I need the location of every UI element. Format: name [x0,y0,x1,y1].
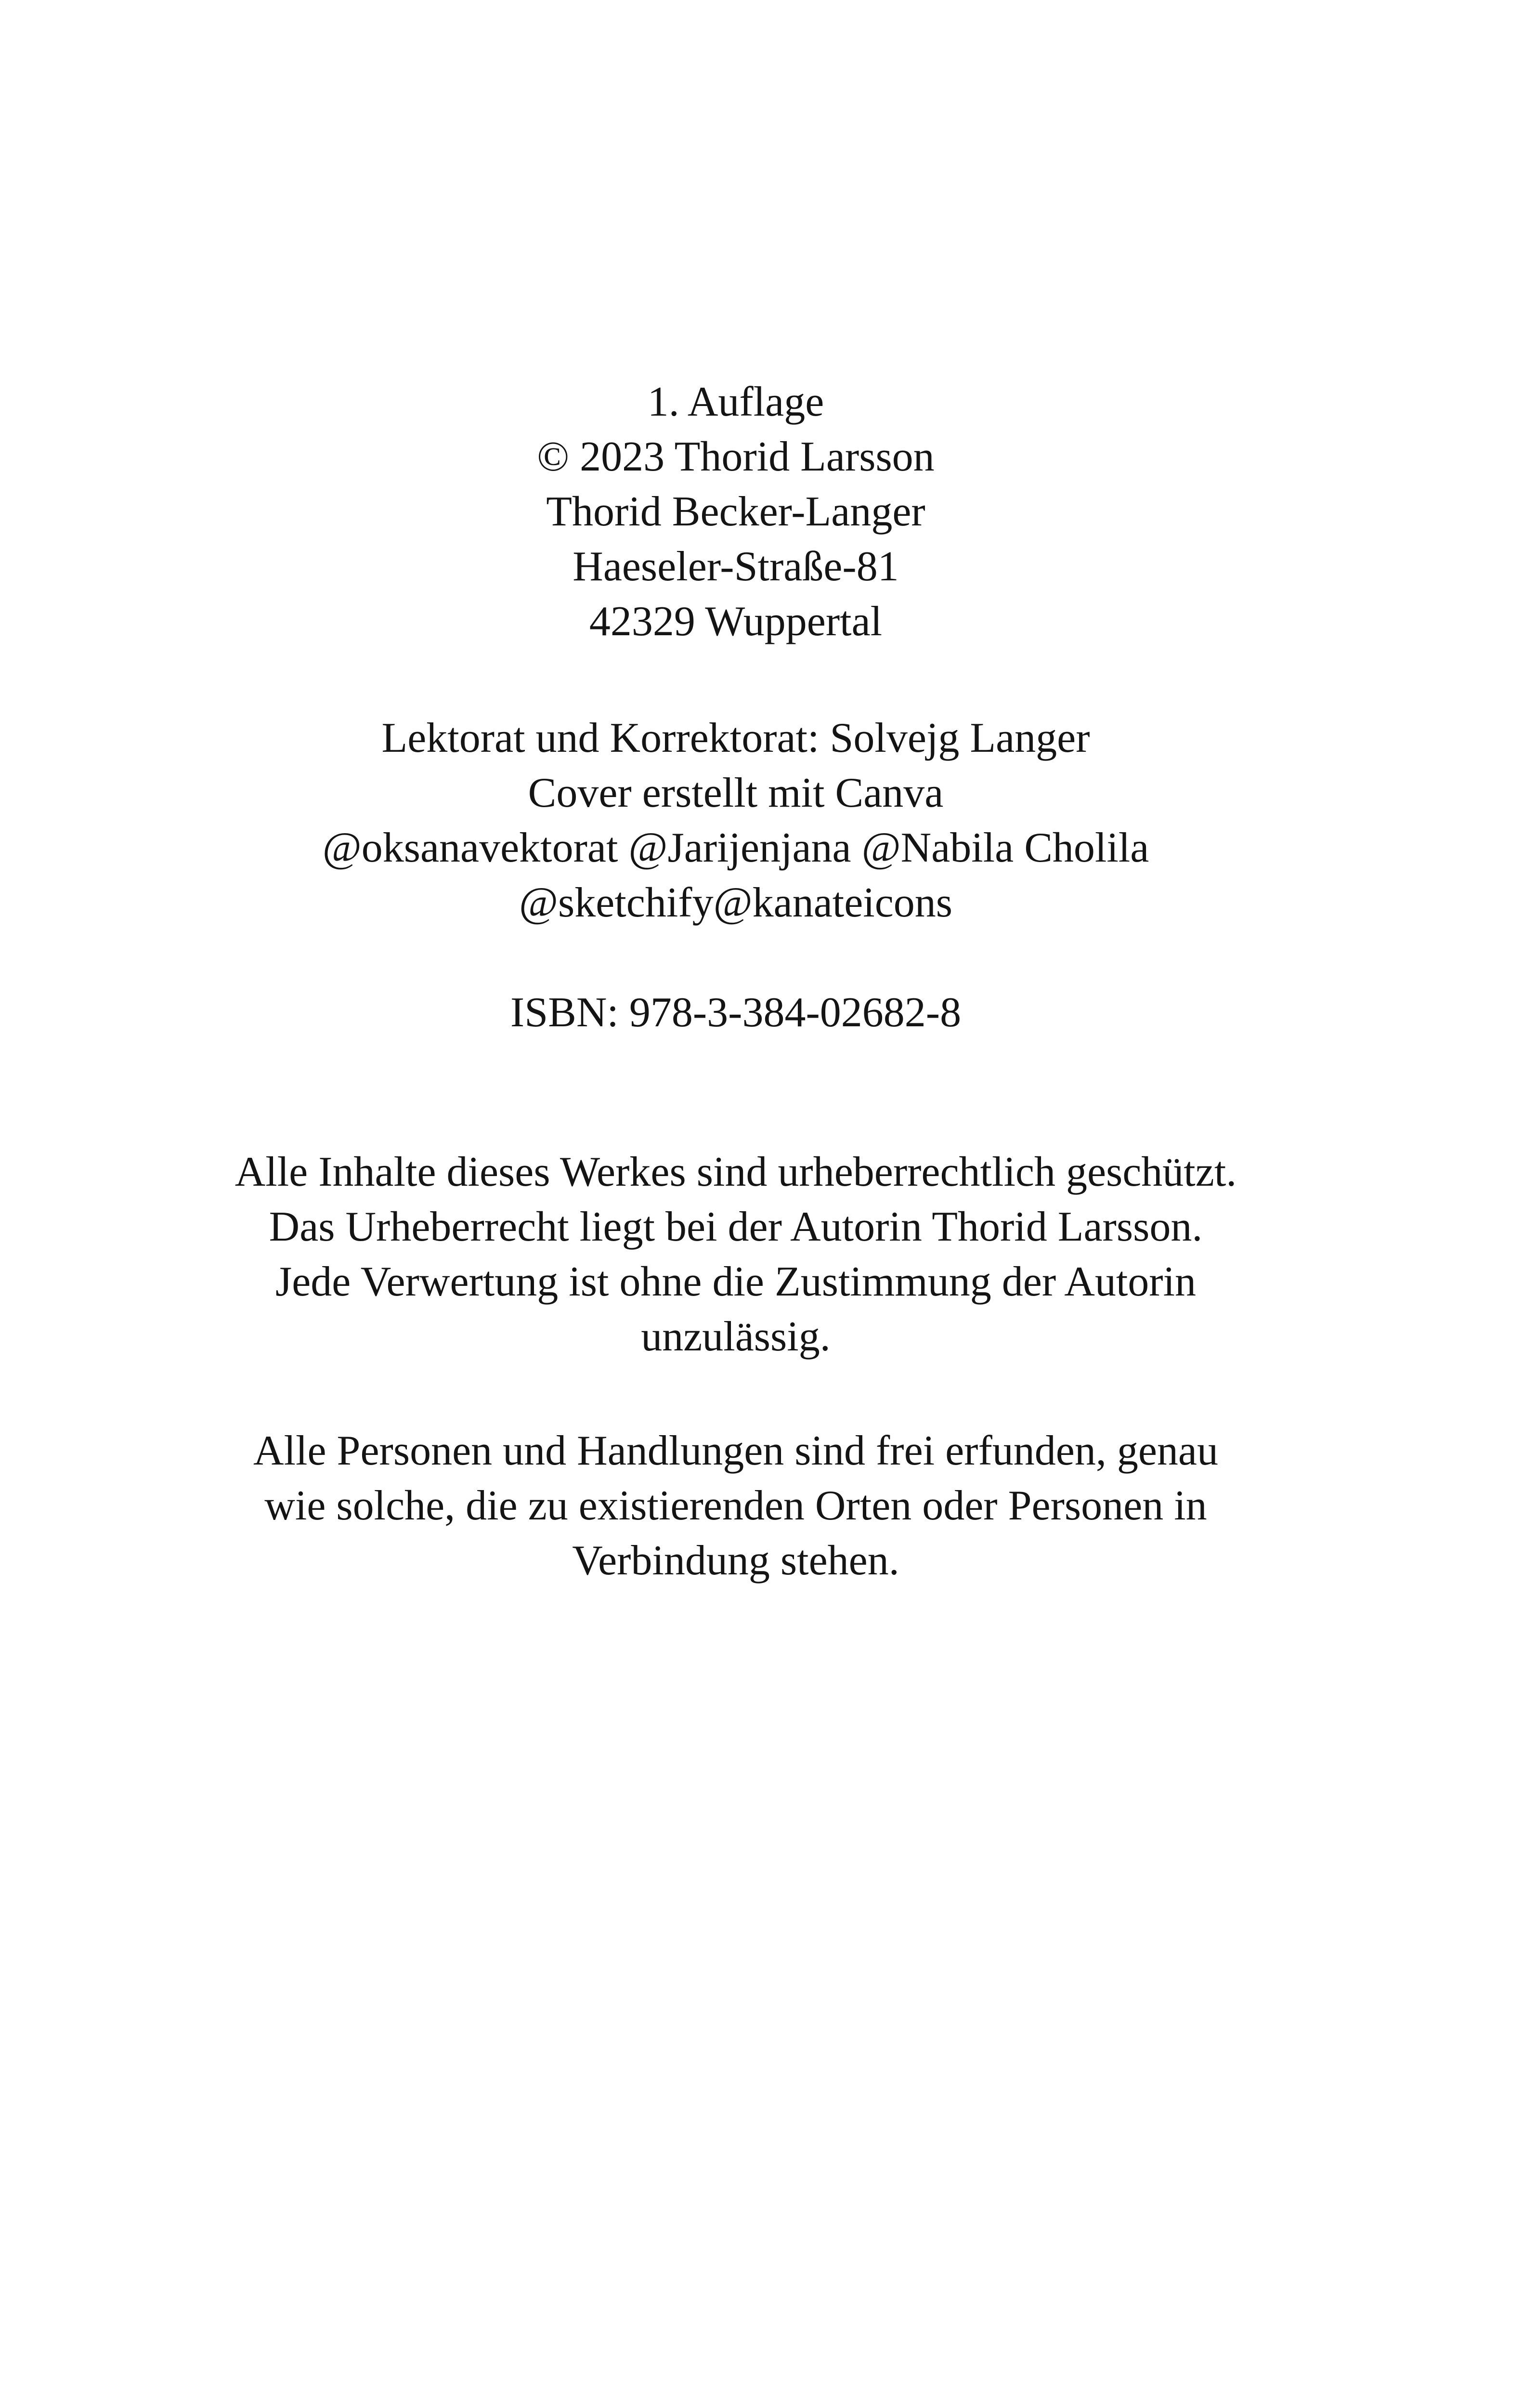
artists-credit-line-1: @oksanavektorat @Jarijenjana @Nabila Cholila [322,824,1149,871]
isbn-block [0,985,1471,1040]
editing-credit: Lektorat und Korrektorat: Solvejg Langer [381,715,1090,761]
credits-block [0,711,1471,930]
copyright-notice [0,1145,1471,1364]
copyright-notice-line: unzulässig. [641,1313,831,1360]
fiction-disclaimer-line: Verbindung stehen. [572,1537,899,1584]
isbn-line: ISBN: 978-3-384-02682-8 [510,989,962,1036]
copyright-notice-line: Jede Verwertung ist ohne die Zustimmung der Autorin [275,1258,1197,1305]
author-name-line: Thorid Becker-Langer [546,488,925,535]
copyright-notice-line: Alle Inhalte dieses Werkes sind urheberrechtlich geschützt. [234,1149,1237,1195]
edition-line: 1. Auflage [647,379,824,425]
copyright-notice-line: Das Urheberrecht liegt bei der Autorin Thorid Larsson. [269,1204,1203,1250]
street-address-line: Haeseler-Straße-81 [573,543,899,590]
copyright-line: © 2023 Thorid Larsson [537,433,935,480]
fiction-disclaimer-line: Alle Personen und Handlungen sind frei erfunden, genau [253,1427,1218,1474]
publisher-imprint [0,375,1471,649]
city-line: 42329 Wuppertal [589,598,883,645]
fiction-disclaimer [0,1424,1471,1588]
cover-credit: Cover erstellt mit Canva [528,770,944,816]
artists-credit-line-2: @sketchify@kanateicons [519,879,953,926]
fiction-disclaimer-line: wie solche, die zu existierenden Orten oder Personen in [264,1482,1207,1529]
